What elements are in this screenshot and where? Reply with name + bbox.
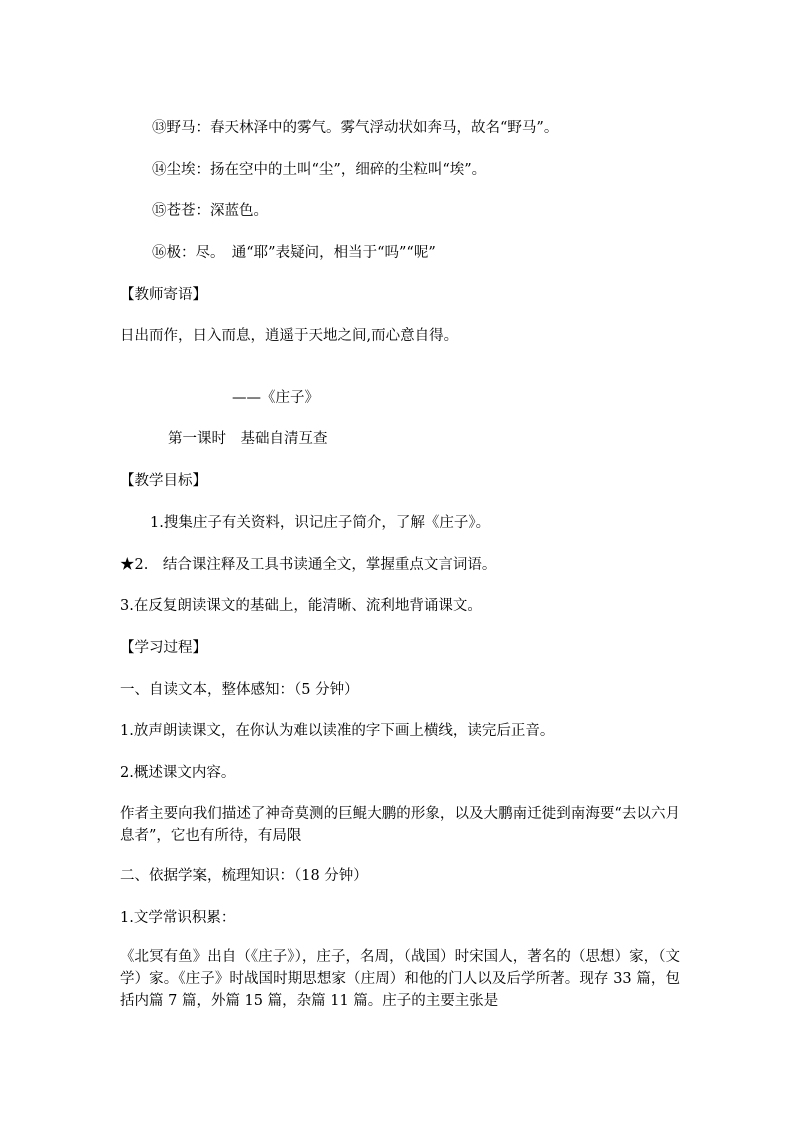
teacher-words-source: ——《庄子》 (232, 390, 319, 406)
note-15: ⑮苍苍：深蓝色。 (152, 203, 268, 219)
goal-item-1: 1.搜集庄子有关资料，识记庄子简介，了解《庄子》。 (150, 515, 491, 531)
process-heading: 【学习过程】 (120, 640, 207, 656)
section1-title: 一、自读文本，整体感知：（5 分钟） (120, 682, 359, 698)
lesson-title: 第一课时 基础自清互查 (168, 431, 328, 447)
note-14: ⑭尘埃：扬在空中的土叫“尘”，细碎的尘粒叫“埃”。 (152, 162, 487, 178)
section1-item-1: 1.放声朗读课文，在你认为难以读准的字下画上横线，读完后正音。 (120, 723, 555, 739)
goals-heading: 【教学目标】 (120, 473, 207, 489)
section2-item-1: 1.文学常识积累： (120, 910, 236, 926)
section2-text: 《北冥有鱼》出自（《庄子》），庄子，名周，（战国）时宋国人，著名的（思想）家，（文学）家。《庄子》时战国时期思想家（庄周）和他的门人以及后学所著。现存 33 篇，包括内篇 7 篇，外篇 15 篇，杂篇 11 篇。庄子的主要主张是 (120, 949, 680, 1009)
teacher-words-quote: 日出而作，日入而息，逍遥于天地之间,而心意自得。 (120, 328, 459, 344)
note-13: ⑬野马：春天林泽中的雾气。雾气浮动状如奔马，故名“野马”。 (152, 120, 559, 136)
section1-answer: 作者主要向我们描述了神奇莫测的巨鲲大鹏的形象，以及大鹏南迁徙到南海要“去以六月息者”，它也有所待，有局限 (120, 806, 680, 844)
section2-title: 二、依据学案，梳理知识：（18 分钟） (120, 868, 368, 884)
goal-item-3: 3.在反复朗读课文的基础上，能清晰、流利地背诵课文。 (120, 598, 482, 614)
note-16: ⑯极：尽。 通“耶”表疑问，相当于“吗”“呢” (152, 245, 436, 261)
goal-item-2: ★2. 结合课注释及工具书读通全文，掌握重点文言词语。 (120, 557, 497, 573)
section1-item-2: 2.概述课文内容。 (120, 765, 236, 781)
teacher-words-heading: 【教师寄语】 (120, 287, 207, 303)
